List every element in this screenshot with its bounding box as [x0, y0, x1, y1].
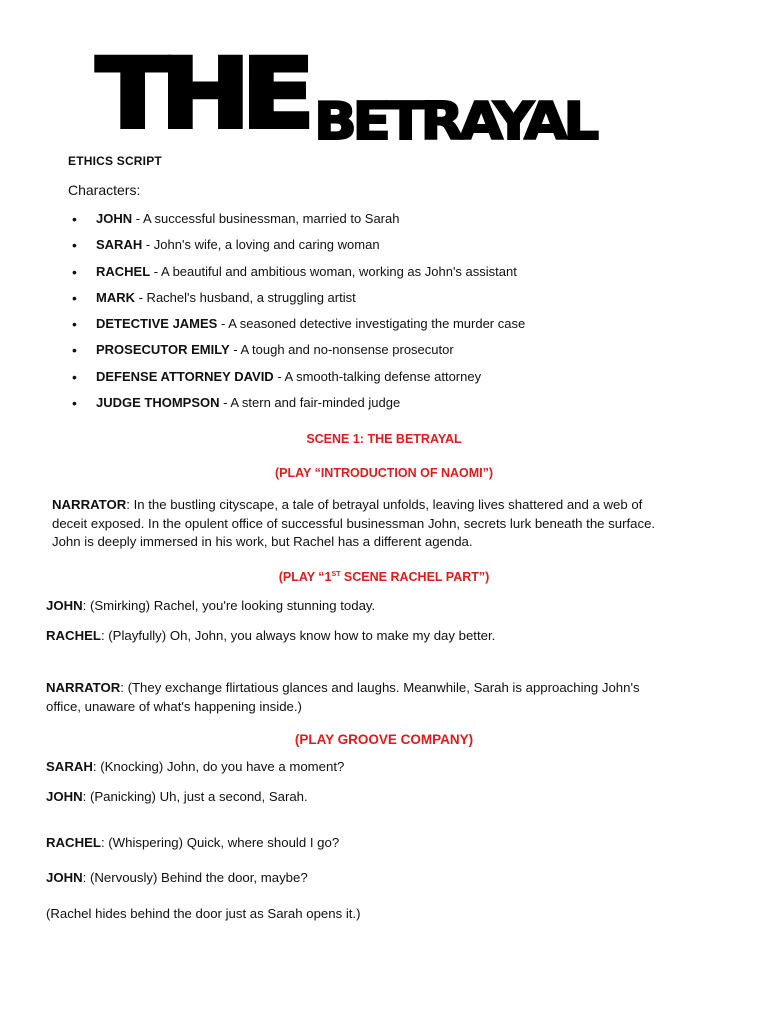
character-desc: - A stern and fair-minded judge: [219, 395, 401, 411]
character-name: MARK: [96, 289, 135, 305]
character-name: JUDGE THOMPSON: [96, 395, 220, 411]
character-desc: - A tough and no-nonsense prosecutor: [229, 342, 454, 358]
list-item: [72, 287, 525, 313]
character-desc: - A beautiful and ambitious woman, working as John's assistant: [150, 263, 517, 279]
speaker-name: JOHN: [46, 789, 83, 804]
cue-text: SCENE RACHEL PART”): [340, 570, 490, 584]
character-name: RACHEL: [96, 263, 151, 279]
title-betrayal: BETRAYAL: [314, 92, 595, 152]
character-name: SARAH: [96, 237, 143, 253]
list-item: [72, 366, 525, 392]
character-desc: - A successful businessman, married to Sarah: [132, 211, 400, 226]
character-name: PROSECUTOR EMILY: [96, 342, 230, 358]
speaker-name: NARRATOR: [46, 680, 121, 695]
scene-heading: SCENE 1: THE BETRAYAL: [306, 432, 462, 446]
characters-heading: Characters:: [68, 182, 141, 198]
character-list: [72, 208, 525, 418]
character-name: JOHN: [96, 211, 133, 226]
narration-line: office, unaware of what's happening inside.): [46, 698, 302, 714]
character-name: DETECTIVE JAMES: [96, 316, 218, 332]
list-item: [72, 208, 525, 234]
character-name: DEFENSE ATTORNEY DAVID: [96, 368, 274, 384]
stage-direction: (Rachel hides behind the door just as Sarah opens it.): [46, 906, 361, 921]
narration-1: [52, 496, 655, 552]
cue-text: (PLAY “1: [278, 570, 332, 584]
dialogue-line: [46, 788, 308, 807]
dialogue-text: : (Smirking) Rachel, you're looking stunning today.: [82, 598, 376, 613]
speaker-name: SARAH: [46, 759, 93, 774]
speaker-name: RACHEL: [46, 628, 101, 643]
list-item: [72, 339, 525, 365]
dialogue-text: : (Panicking) Uh, just a second, Sarah.: [82, 789, 308, 804]
speaker-name: JOHN: [46, 870, 83, 885]
list-item: [72, 234, 525, 260]
music-cue-3: (PLAY GROOVE COMPANY): [294, 732, 474, 747]
character-desc: - Rachel's husband, a struggling artist: [135, 289, 356, 305]
character-desc: - A smooth-talking defense attorney: [273, 368, 482, 384]
music-cue-1: (PLAY “INTRODUCTION OF NAOMI”): [274, 466, 494, 480]
dialogue-text: : (Whispering) Quick, where should I go?: [100, 835, 340, 850]
narration-text: : In the bustling cityscape, a tale of betrayal unfolds, leaving lives shattered and a web of: [126, 497, 643, 512]
dialogue-text: : (Nervously) Behind the door, maybe?: [82, 870, 308, 885]
character-desc: - A seasoned detective investigating the murder case: [217, 316, 526, 332]
narration-text: : (They exchange flirtatious glances and laughs. Meanwhile, Sarah is approaching John's: [120, 680, 640, 695]
list-item: [72, 261, 525, 287]
dialogue-line: [46, 869, 308, 888]
dialogue-text: : (Knocking) John, do you have a moment?: [92, 759, 345, 774]
list-item: [72, 392, 525, 418]
character-desc: - John's wife, a loving and caring woman: [142, 237, 380, 253]
narration-2: [46, 679, 640, 716]
music-cue-2: [0, 570, 768, 584]
speaker-name: RACHEL: [46, 835, 101, 850]
narration-line: John is deeply immersed in his work, but Rachel has a different agenda.: [52, 534, 473, 549]
narration-line: [46, 679, 640, 698]
dialogue-line: [46, 597, 375, 616]
dialogue-text: : (Playfully) Oh, John, you always know how to make my day better.: [100, 628, 496, 643]
cue-superscript: ST: [331, 570, 341, 578]
dialogue-line: [46, 834, 339, 853]
speaker-name: NARRATOR: [52, 497, 127, 512]
speaker-name: JOHN: [46, 598, 83, 613]
dialogue-line: [46, 627, 495, 646]
title-the: THE: [96, 38, 306, 150]
narration-line: [52, 496, 655, 515]
narration-line: deceit exposed. In the opulent office of successful businessman John, secrets lurk beneath the surface.: [52, 515, 656, 531]
list-item: [72, 313, 525, 339]
subtitle: ETHICS SCRIPT: [68, 154, 162, 168]
dialogue-line: [46, 758, 344, 777]
